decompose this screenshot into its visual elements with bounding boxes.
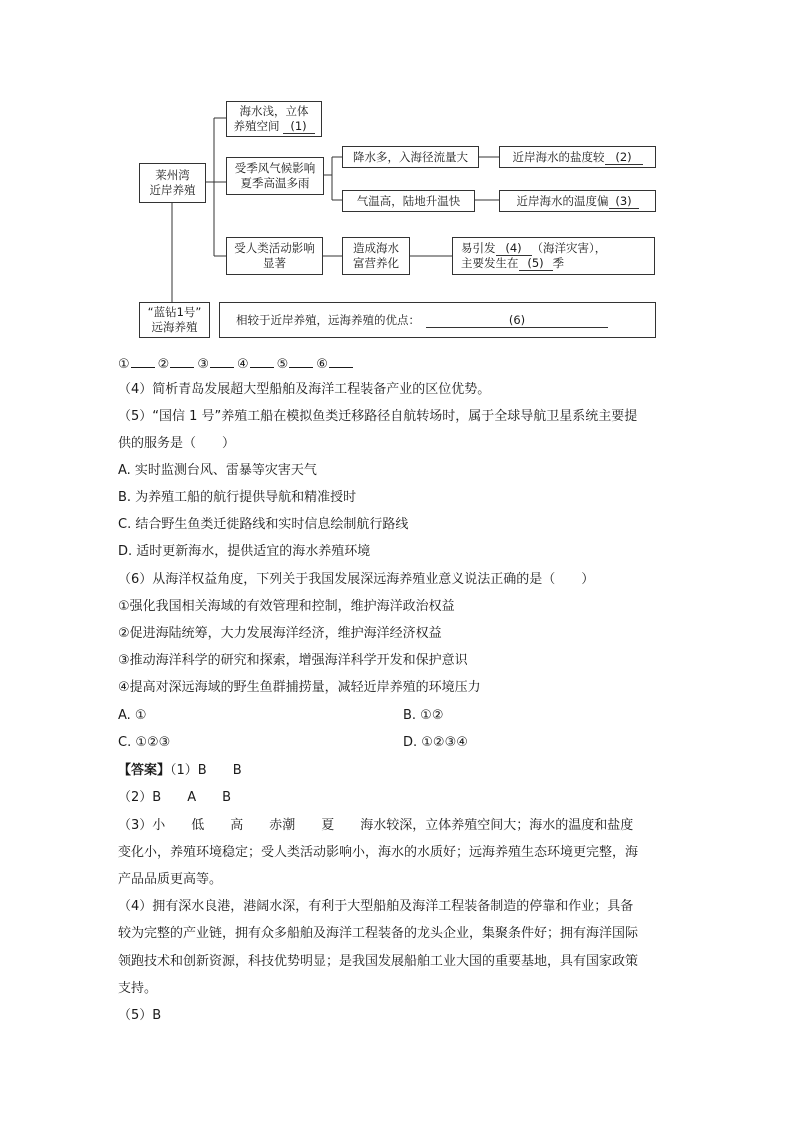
disaster-box [452,237,655,275]
answer-blanks-line [118,355,356,374]
laizhou-line-1: 莱州湾 [155,168,190,182]
q5-option-b: B. 为养殖工船的航行提供导航和精准授时 [118,490,357,505]
blank-label-2: ② [157,357,170,372]
answer-2: （2）B A B [118,790,232,805]
salinity-text: 近岸海水的盐度较 [512,149,605,164]
q6-item-3: ③推动海洋科学的研究和探索，增强海洋科学开发和保护意识 [118,653,468,668]
temp-text: 近岸海水的温度偏 [516,193,609,208]
answer-3-line-2: 变化小，养殖环境稳定；受人类活动影响小，海水的水质好；远海养殖生态环境更完整，海 [118,845,639,860]
shallow-line-2: 养殖空间 [233,119,280,133]
answer-1: （1）B B [170,763,242,778]
answer-4-line-1: （4）拥有深水良港，港阔水深，有利于大型船舶及海洋工程装备制造的停靠和作业；具备 [118,899,634,914]
blank-5: (5) [519,257,553,271]
answer-blank-4 [250,355,274,368]
temp-box [499,190,656,212]
season-pre: 主要发生在 [461,256,519,270]
eutro-box [342,237,410,275]
q6-option-d: D. ①②③④ [403,735,468,750]
answer-blank-1 [131,355,155,368]
season-post: 季 [552,256,564,270]
answer-4-line-2: 较为完整的产业链，拥有众多船舶及海洋工程装备的龙头企业，集聚条件好；拥有海洋国际 [118,926,639,941]
lanzuan-line-2: 远海养殖 [151,320,198,334]
q6-option-c: C. ①②③ [118,735,171,750]
blank-label-6: ⑥ [316,357,328,372]
eutro-line-2: 富营养化 [353,256,399,270]
question-5-line-2: 供的服务是（ ） [118,436,236,451]
blank-label-1: ① [118,357,130,372]
eutro-line-1: 造成海水 [353,241,399,255]
answer-3-line-1: （3）小 低 高 赤潮 夏 海水较深，立体养殖空间大；海水的温度和盐度 [118,818,634,833]
answer-tag: 【答案】 [118,763,171,778]
human-line-2: 显著 [263,256,286,270]
question-6: （6）从海洋权益角度，下列关于我国发展深远海养殖业意义说法正确的是（ ） [118,572,595,587]
answer-blank-3 [210,355,234,368]
answer-line-1 [118,762,242,780]
answer-4-line-4: 支持。 [118,981,158,996]
lanzuan-line-1: “蓝钻1号” [147,305,202,319]
answer-4-line-3: 领跑技术和创新资源，科技优势明显；是我国发展船舶工业大国的重要基地，具有国家政策 [118,954,639,969]
disaster-pre: 易引发 [461,241,496,255]
question-4: （4）简析青岛发展超大型船舶及海洋工程装备产业的区位优势。 [118,382,491,397]
q6-option-b: B. ①② [403,708,444,723]
rain-box [342,146,479,168]
q6-option-a: A. ① [118,708,147,723]
rain-text: 降水多，入海径流量大 [353,149,468,164]
blank-1: (1) [283,120,315,134]
shallow-box [226,101,322,137]
blank-label-5: ⑤ [276,357,289,372]
q6-item-2: ②促进海陆统筹，大力发展海洋经济，维护海洋经济权益 [118,626,442,641]
monsoon-line-1: 受季风气候影响 [234,161,316,175]
human-box [226,237,323,275]
answer-5: （5）B [118,1008,162,1023]
blank-label-3: ③ [197,357,209,372]
salinity-box [499,146,656,168]
diagram-connectors [0,0,794,345]
heat-box [342,190,475,212]
q5-option-d: D. 适时更新海水，提供适宜的海水养殖环境 [118,544,371,559]
heat-text: 气温高，陆地升温快 [356,193,461,208]
blank-3: (3) [609,195,639,209]
human-line-1: 受人类活动影响 [234,241,315,255]
blank-6: (6) [426,314,608,328]
blank-label-4: ④ [236,357,249,372]
answer-blank-5 [289,355,313,368]
advantage-box [219,302,656,338]
question-5-line-1: （5）“国信 1 号”养殖工船在模拟鱼类迁移路径自航转场时，属于全球导航卫星系统主要提 [118,409,638,424]
advantage-text: 相较于近岸养殖，远海养殖的优点： [236,312,420,327]
monsoon-box [226,157,324,195]
laizhou-box [139,163,206,203]
q6-item-4: ④提高对深远海域的野生鱼群捕捞量，减轻近岸养殖的环境压力 [118,680,481,695]
concept-diagram [0,0,794,345]
answer-3-line-3: 产品品质更高等。 [118,872,223,887]
lanzuan-box [139,302,210,338]
disaster-post: （海洋灾害）， [531,241,607,255]
shallow-line-1: 海水浅，立体 [239,104,309,118]
answer-blank-6 [329,355,353,368]
q5-option-c: C. 结合野生鱼类迁徙路线和实时信息绘制航行路线 [118,517,409,532]
blank-2: (2) [605,151,643,165]
blank-4: (4) [496,242,532,256]
monsoon-line-2: 夏季高温多雨 [240,176,310,190]
q5-option-a: A. 实时监测台风、雷暴等灾害天气 [118,463,317,478]
answer-blank-2 [170,355,194,368]
q6-item-1: ①强化我国相关海域的有效管理和控制，维护海洋政治权益 [118,599,455,614]
laizhou-line-2: 近岸养殖 [149,183,196,197]
